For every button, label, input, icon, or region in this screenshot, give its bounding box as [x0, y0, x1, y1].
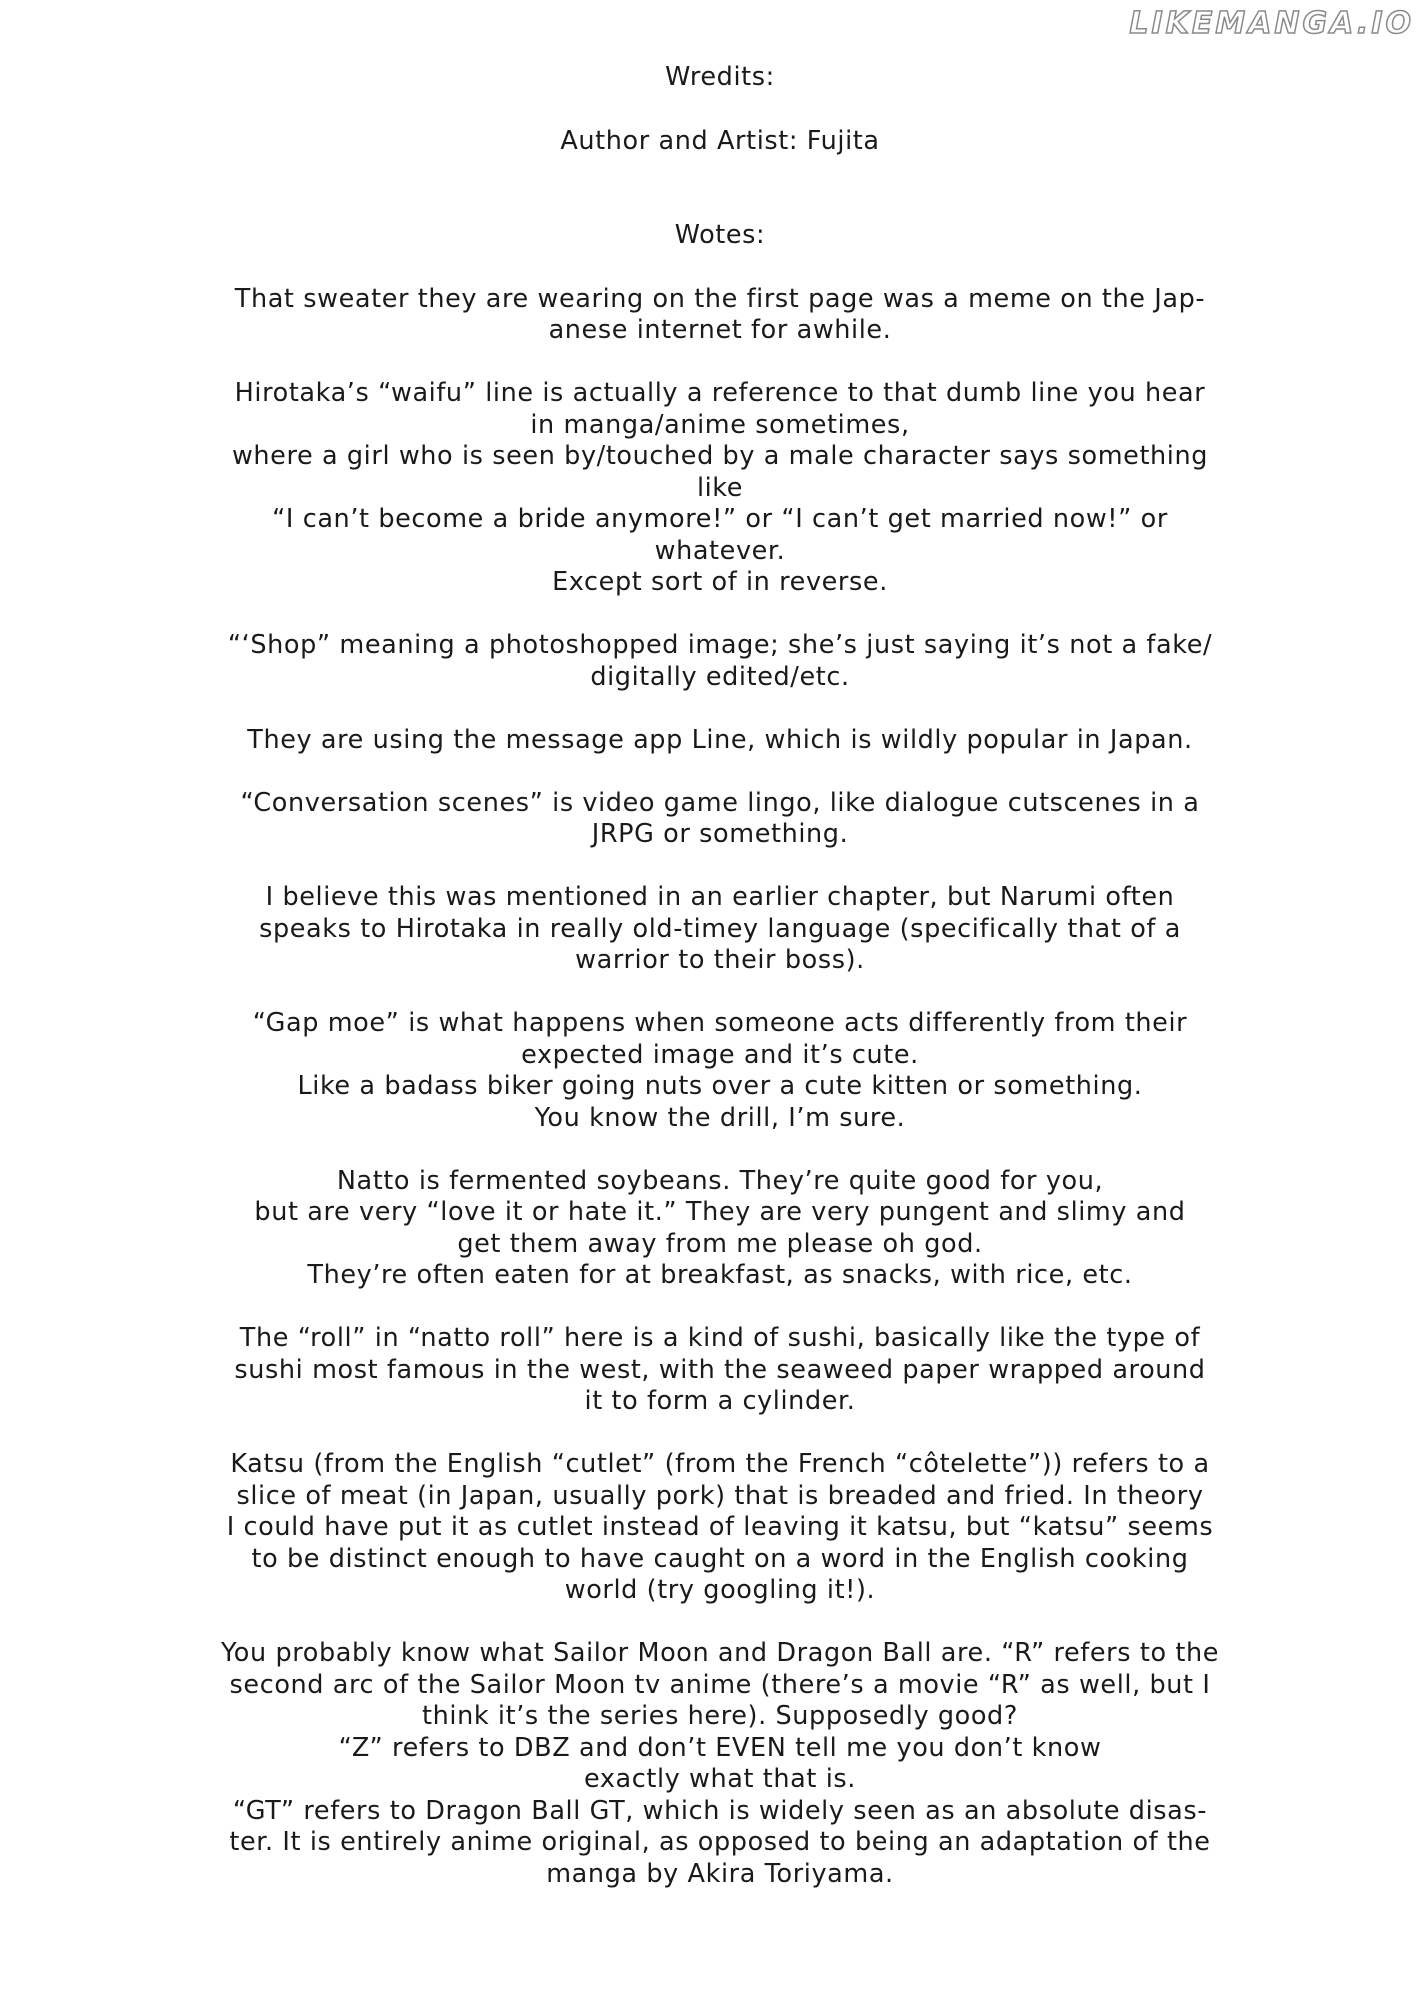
note-line: manga by Akira Toriyama. [546, 1858, 894, 1889]
note-line: They’re often eaten for at breakfast, as snacks, with rice, etc. [307, 1260, 1133, 1290]
note-line: to be distinct enough to have caught on a word in the English cooking [251, 1543, 1189, 1574]
note-line: Except sort of in reverse. [552, 567, 888, 597]
note-line: ter. It is entirely anime original, as opposed to being an adaptation of the [229, 1827, 1211, 1857]
note-paragraph [160, 725, 1280, 757]
note-line: “Gap moe” is what happens when someone acts differently from their [252, 1008, 1188, 1038]
note-line: “Conversation scenes” is video game lingo, like dialogue cutscenes in a [240, 787, 1200, 818]
note-line: That sweater they are wearing on the first page was a meme on the Jap- [234, 283, 1206, 314]
note-line: where a girl who is seen by/touched by a male character says something [231, 441, 1209, 471]
note-line: Like a badass biker going nuts over a cute kitten or something. [297, 1071, 1143, 1101]
note-paragraph [160, 1638, 1280, 1890]
notes-list [160, 284, 1280, 1891]
translator-notes-page [160, 62, 1280, 1922]
note-paragraph [160, 284, 1280, 347]
note-paragraph [160, 378, 1280, 599]
note-line: Hirotaka’s “waifu” line is actually a reference to that dumb line you hear [234, 378, 1206, 408]
note-line: think it’s the series here). Supposedly good? [422, 1701, 1018, 1731]
note-line: like [696, 472, 744, 503]
note-paragraph [160, 1323, 1280, 1418]
note-line: exactly what that is. [584, 1764, 856, 1794]
note-line: Natto is fermented soybeans. They’re quite good for you, [336, 1165, 1104, 1196]
note-line: I believe this was mentioned in an earlier chapter, but Narumi often [265, 882, 1175, 912]
note-line: it to form a cylinder. [584, 1386, 856, 1416]
note-paragraph [160, 1008, 1280, 1134]
note-paragraph [160, 630, 1280, 693]
note-line: Katsu (from the English “cutlet” (from the French “côtelette”)) refers to a [230, 1449, 1210, 1479]
note-line: You probably know what Sailor Moon and Dragon Ball are. “R” refers to the [221, 1638, 1219, 1668]
note-line: The “roll” in “natto roll” here is a kind of sushi, basically like the type of [239, 1323, 1201, 1353]
note-line: “‘Shop” meaning a photoshopped image; she’s just saying it’s not a fake/ [227, 630, 1213, 660]
note-paragraph [160, 882, 1280, 977]
note-line: They are using the message app Line, which is wildly popular in Japan. [247, 724, 1193, 755]
note-line: speaks to Hirotaka in really old-timey language (specifically that of a [259, 913, 1181, 944]
note-paragraph [160, 1166, 1280, 1292]
note-line: You know the drill, I’m sure. [534, 1102, 906, 1133]
notes-heading: Wotes: [674, 220, 766, 250]
note-line: “I can’t become a bride anymore!” or “I can’t get married now!” or [272, 504, 1168, 534]
note-line: sushi most famous in the west, with the seaweed paper wrapped around [234, 1354, 1206, 1385]
note-line: world (try googling it!). [564, 1575, 876, 1605]
note-line: digitally edited/etc. [590, 661, 850, 692]
note-line: I could have put it as cutlet instead of leaving it katsu, but “katsu” seems [226, 1512, 1214, 1542]
note-paragraph [160, 1449, 1280, 1607]
note-line: expected image and it’s cute. [521, 1039, 919, 1070]
note-line: “Z” refers to DBZ and don’t EVEN tell me you don’t know [338, 1732, 1102, 1763]
note-line: second arc of the Sailor Moon tv anime (there’s a movie “R” as well, but I [229, 1669, 1211, 1700]
note-line: warrior to their boss). [575, 945, 865, 975]
note-line: whatever. [654, 535, 786, 566]
credits-author-line: Author and Artist: Fujita [560, 125, 880, 156]
note-line: in manga/anime sometimes, [530, 409, 910, 440]
note-paragraph [160, 788, 1280, 851]
note-line: get them away from me please oh god. [457, 1228, 983, 1259]
note-line: JRPG or something. [591, 819, 849, 849]
note-line: “GT” refers to Dragon Ball GT, which is widely seen as an absolute disas- [232, 1795, 1208, 1826]
note-line: but are very “love it or hate it.” They are very pungent and slimy and [254, 1197, 1186, 1227]
site-watermark: LIKEMANGA.IO [1129, 6, 1414, 41]
credits-heading: Wredits: [665, 62, 775, 92]
note-line: slice of meat (in Japan, usually pork) that is breaded and fried. In theory [236, 1480, 1204, 1511]
note-line: anese internet for awhile. [548, 315, 892, 345]
